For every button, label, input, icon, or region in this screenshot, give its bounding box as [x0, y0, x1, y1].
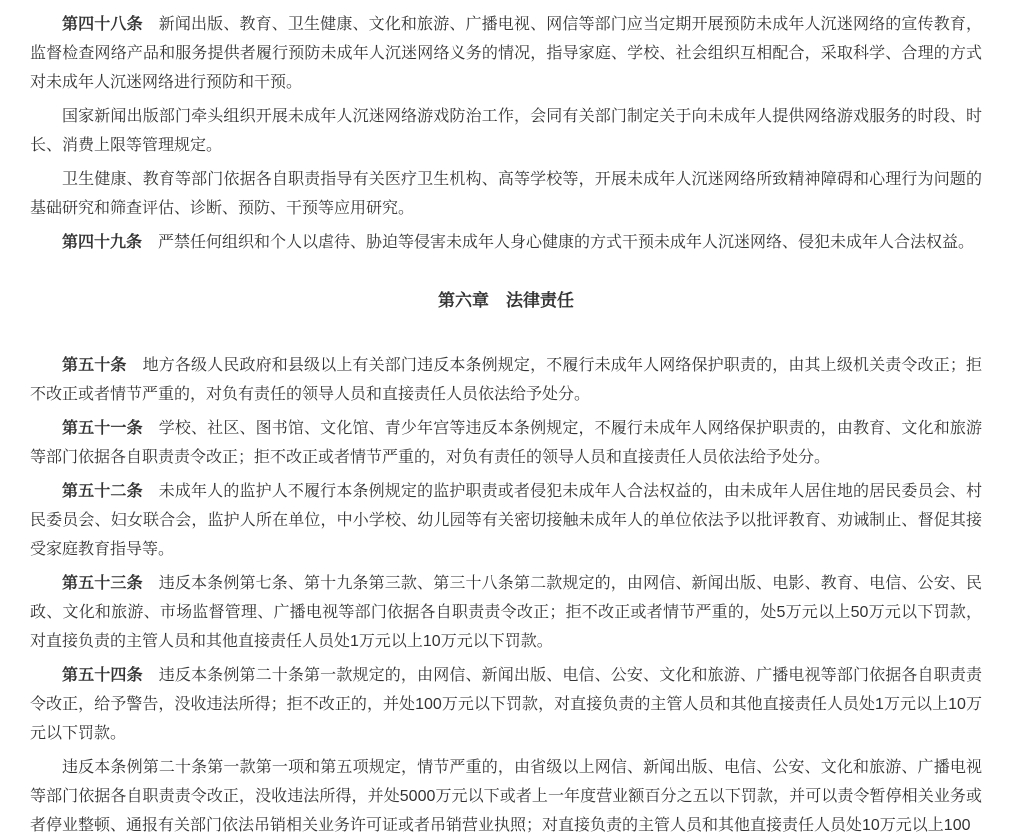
paragraph: 违反本条例第二十条第一款第一项和第五项规定，情节严重的，由省级以上网信、新闻出版、电信、公安、文化和旅游、广播电视等部门依据各自职责责令改正，没收违法所得，并处5000万元以下或者上一年度营业额百分之五以下罚款，并可以责令暂停相关业务或者停业整顿、通报有关部门依法吊销相关业务许可证或者吊销营业执照；对直接负责的主管人员和其他直接责任人员处10万元以上100 [30, 759, 982, 834]
article-text: 严禁任何组织和个人以虐待、胁迫等侵害未成年人身心健康的方式干预未成年人沉迷网络、侵犯未成年人合法权益。 [158, 234, 975, 251]
article-paragraph [30, 228, 982, 257]
article-text: 未成年人的监护人不履行本条例规定的监护职责或者侵犯未成年人合法权益的，由未成年人居住地的居民委员会、村民委员会、妇女联合会，监护人所在单位，中小学校、幼儿园等有关密切接触未成年人的单位依法予以批评教育、劝诫制止、督促其接受家庭教育指导等。 [30, 483, 982, 558]
paragraph: 国家新闻出版部门牵头组织开展未成年人沉迷网络游戏防治工作，会同有关部门制定关于向未成年人提供网络游戏服务的时段、时长、消费上限等管理规定。 [30, 108, 982, 154]
article-paragraph [30, 477, 982, 564]
article-paragraph [30, 661, 982, 748]
article-paragraph [30, 414, 982, 472]
article-number: 第五十条 [62, 357, 127, 374]
article-text: 违反本条例第七条、第十九条第三款、第三十八条第二款规定的，由网信、新闻出版、电影、教育、电信、公安、民政、文化和旅游、市场监督管理、广播电视等部门依据各自职责责令改正；拒不改正或者情节严重的，处5万元以上50万元以下罚款，对直接负责的主管人员和其他直接责任人员处1万元以上10万元以下罚款。 [30, 575, 982, 650]
chapter-heading: 第六章 法律责任 [438, 291, 574, 310]
article-number: 第四十八条 [62, 16, 143, 33]
article-paragraph [30, 10, 982, 97]
article-text: 学校、社区、图书馆、文化馆、青少年宫等违反本条例规定，不履行未成年人网络保护职责的，由教育、文化和旅游等部门依据各自职责责令改正；拒不改正或者情节严重的，对负有责任的领导人员和直接责任人员依法给予处分。 [30, 420, 982, 466]
article-number: 第五十三条 [62, 575, 143, 592]
article-paragraph [30, 569, 982, 656]
article-paragraph [30, 351, 982, 409]
paragraph: 卫生健康、教育等部门依据各自职责指导有关医疗卫生机构、高等学校等，开展未成年人沉迷网络所致精神障碍和心理行为问题的基础研究和筛查评估、诊断、预防、干预等应用研究。 [30, 171, 982, 217]
article-number: 第五十四条 [62, 667, 143, 684]
article-number: 第四十九条 [62, 234, 143, 251]
article-number: 第五十一条 [62, 420, 143, 437]
article-number: 第五十二条 [62, 483, 143, 500]
article-text: 新闻出版、教育、卫生健康、文化和旅游、广播电视、网信等部门应当定期开展预防未成年人沉迷网络的宣传教育，监督检查网络产品和服务提供者履行预防未成年人沉迷网络义务的情况，指导家庭、学校、社会组织互相配合，采取科学、合理的方式对未成年人沉迷网络进行预防和干预。 [30, 16, 982, 91]
article-text: 违反本条例第二十条第一款规定的，由网信、新闻出版、电信、公安、文化和旅游、广播电视等部门依据各自职责责令改正，给予警告，没收违法所得；拒不改正的，并处100万元以下罚款，对直接负责的主管人员和其他直接责任人员处1万元以上10万元以下罚款。 [30, 667, 982, 742]
article-text: 地方各级人民政府和县级以上有关部门违反本条例规定，不履行未成年人网络保护职责的，由其上级机关责令改正；拒不改正或者情节严重的，对负有责任的领导人员和直接责任人员依法给予处分。 [30, 357, 982, 403]
